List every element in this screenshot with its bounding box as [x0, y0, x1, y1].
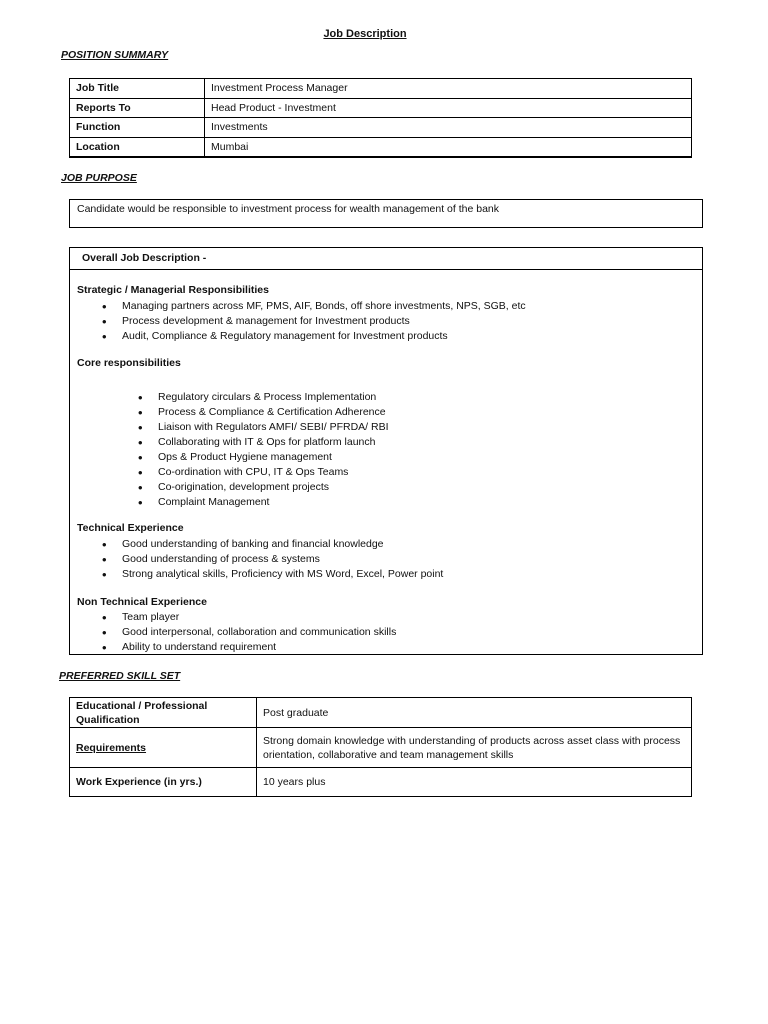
- table-row: [70, 728, 692, 768]
- list-item: • Process development & management for Investment products: [122, 314, 526, 329]
- requirements-label-text: Requirements: [76, 741, 147, 754]
- list-item: • Process & Compliance & Certification Adherence: [158, 405, 389, 420]
- table-row: [70, 98, 692, 118]
- list-item: • Ops & Product Hygiene management: [158, 450, 389, 465]
- list-item: • Liaison with Regulators AMFI/ SEBI/ PFRDA/ RBI: [158, 420, 389, 435]
- requirements-label: [70, 728, 257, 768]
- strategic-list: [122, 299, 526, 344]
- table-row: [70, 698, 692, 728]
- document-title: Job Description: [323, 28, 407, 40]
- table-row: [70, 137, 692, 157]
- overall-job-description-box: [69, 247, 703, 655]
- function-value: Investments: [205, 118, 692, 138]
- work-experience-value: 10 years plus: [257, 768, 692, 797]
- reports-to-value: Head Product - Investment: [205, 98, 692, 118]
- list-item: • Good understanding of process & systems: [122, 552, 443, 567]
- core-list: [158, 390, 389, 510]
- technical-list: [122, 537, 443, 582]
- strategic-heading: Strategic / Managerial Responsibilities: [77, 284, 269, 296]
- job-purpose-text: Candidate would be responsible to investment process for wealth management of the bank: [77, 203, 499, 215]
- qualification-label: Educational / Professional Qualification: [70, 698, 257, 728]
- position-summary-table: [69, 78, 692, 158]
- list-item: • Good understanding of banking and financial knowledge: [122, 537, 443, 552]
- list-item: • Complaint Management: [158, 495, 389, 510]
- job-title-value: Investment Process Manager: [205, 79, 692, 99]
- non-technical-list: [122, 610, 396, 655]
- reports-to-label: Reports To: [70, 98, 205, 118]
- list-item: • Co-origination, development projects: [158, 480, 389, 495]
- list-item: • Regulatory circulars & Process Implementation: [158, 390, 389, 405]
- preferred-skill-table: [69, 697, 692, 797]
- technical-heading: Technical Experience: [77, 522, 184, 534]
- table-row: [70, 118, 692, 138]
- work-experience-label: Work Experience (in yrs.): [70, 768, 257, 797]
- job-purpose-box: [69, 199, 703, 228]
- non-technical-heading: Non Technical Experience: [77, 596, 207, 608]
- list-item: • Co-ordination with CPU, IT & Ops Teams: [158, 465, 389, 480]
- job-purpose-heading: JOB PURPOSE: [61, 172, 137, 184]
- core-heading: Core responsibilities: [77, 357, 181, 369]
- list-item: • Good interpersonal, collaboration and communication skills: [122, 625, 396, 640]
- location-label: Location: [70, 137, 205, 157]
- overall-job-description-heading: Overall Job Description -: [70, 248, 702, 270]
- position-summary-heading: POSITION SUMMARY: [61, 49, 169, 61]
- job-title-label: Job Title: [70, 79, 205, 99]
- qualification-value: Post graduate: [257, 698, 692, 728]
- list-item: • Collaborating with IT & Ops for platform launch: [158, 435, 389, 450]
- preferred-skill-set-heading: PREFERRED SKILL SET: [59, 670, 181, 682]
- location-value: Mumbai: [205, 137, 692, 157]
- table-row: [70, 768, 692, 797]
- table-row: [70, 79, 692, 99]
- list-item: • Team player: [122, 610, 396, 625]
- list-item: • Audit, Compliance & Regulatory management for Investment products: [122, 329, 526, 344]
- list-item: • Ability to understand requirement: [122, 640, 396, 655]
- list-item: • Managing partners across MF, PMS, AIF, Bonds, off shore investments, NPS, SGB, etc: [122, 299, 526, 314]
- requirements-value: Strong domain knowledge with understanding of products across asset class with process orientation, collaborative and team management skills: [257, 728, 692, 768]
- function-label: Function: [70, 118, 205, 138]
- list-item: • Strong analytical skills, Proficiency with MS Word, Excel, Power point: [122, 567, 443, 582]
